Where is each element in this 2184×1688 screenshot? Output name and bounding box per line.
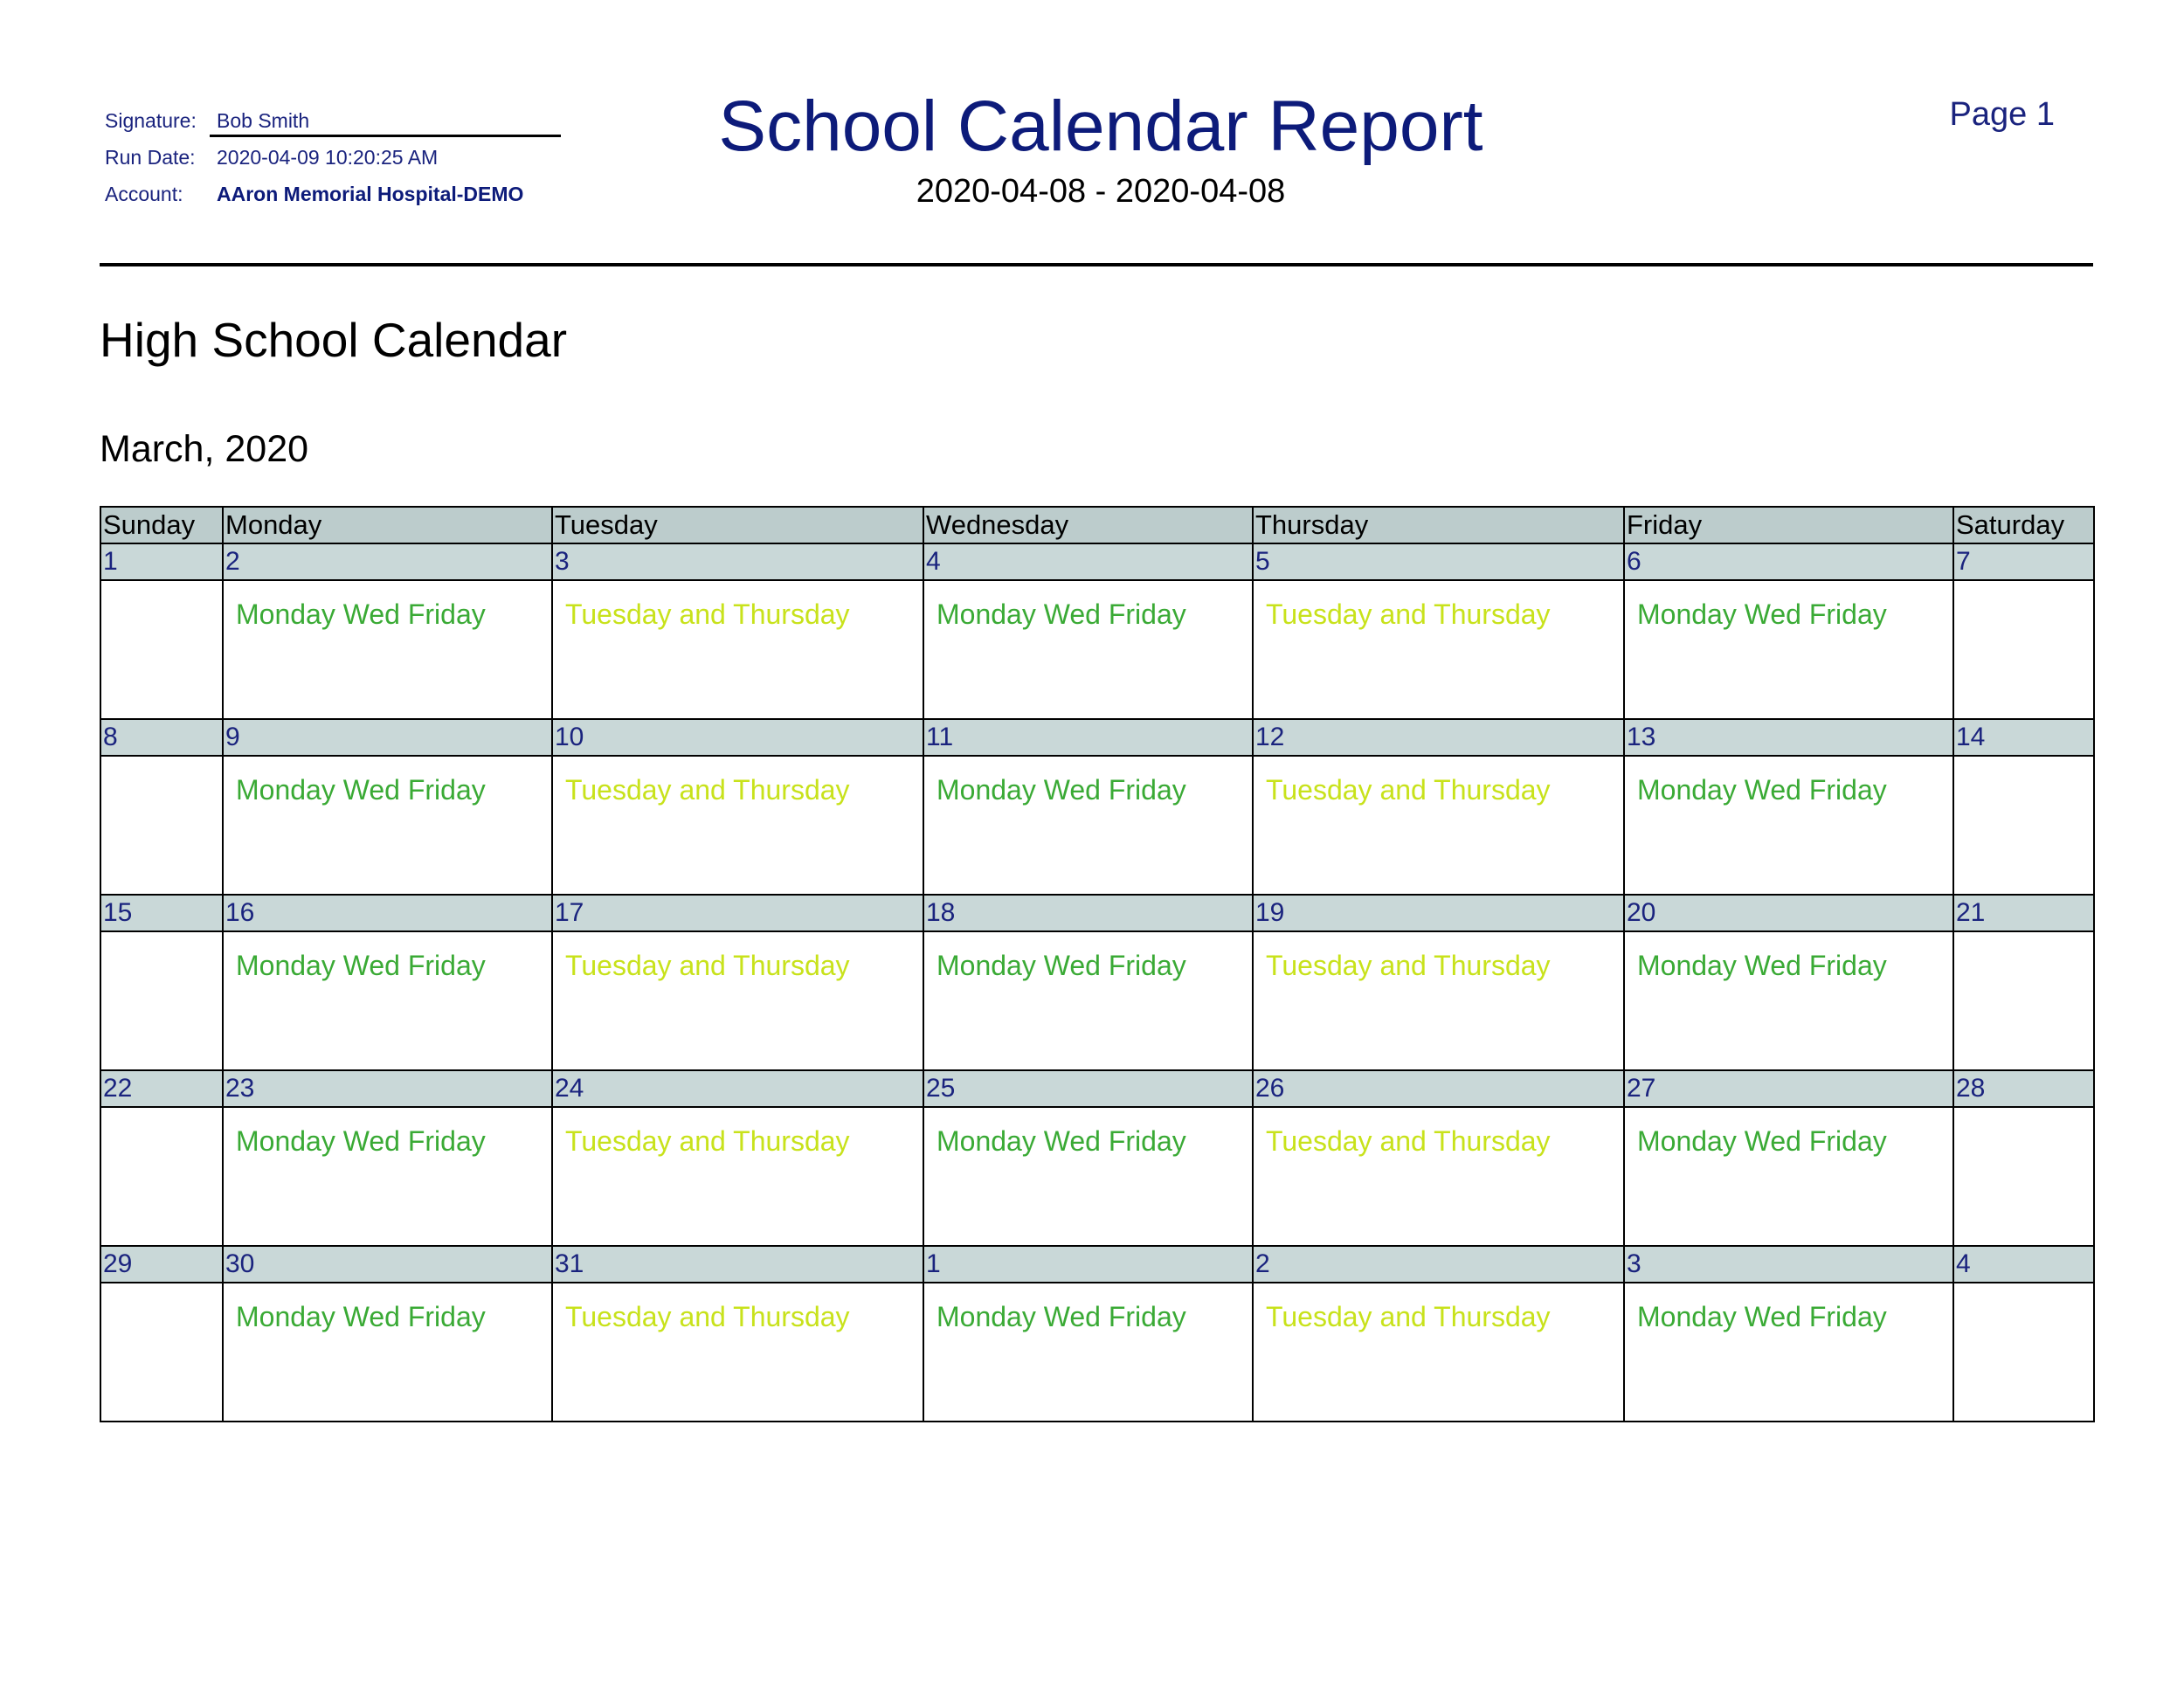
week-number-row [100, 543, 2094, 580]
day-cell [223, 580, 552, 719]
day-cell [1253, 756, 1624, 895]
day-number: 15 [100, 895, 223, 931]
day-number: 29 [100, 1246, 223, 1283]
calendar-title: High School Calendar [100, 313, 568, 367]
signature-row [105, 108, 309, 133]
day-cell [1953, 1107, 2094, 1246]
calendar-event: Tuesday and Thursday [1266, 774, 1551, 806]
week-number-row [100, 1246, 2094, 1283]
day-number: 10 [552, 719, 923, 756]
day-cell [552, 756, 923, 895]
day-number: 7 [1953, 543, 2094, 580]
day-number: 19 [1253, 895, 1624, 931]
day-number: 30 [223, 1246, 552, 1283]
calendar-event: Monday Wed Friday [1637, 774, 1887, 806]
date-range: 2020-04-08 - 2020-04-08 [916, 173, 1286, 210]
week-event-row [100, 756, 2094, 895]
day-number: 16 [223, 895, 552, 931]
day-number: 13 [1624, 719, 1953, 756]
day-cell [1953, 580, 2094, 719]
day-number: 6 [1624, 543, 1953, 580]
day-number: 26 [1253, 1070, 1624, 1107]
calendar-event: Tuesday and Thursday [565, 1125, 850, 1157]
day-cell [552, 1283, 923, 1422]
calendar-event: Monday Wed Friday [936, 774, 1186, 806]
day-cell [100, 931, 223, 1070]
day-number: 14 [1953, 719, 2094, 756]
day-number: 3 [552, 543, 923, 580]
weekday-header: Friday [1624, 507, 1953, 543]
account-label: Account: [105, 183, 183, 205]
calendar-event: Tuesday and Thursday [1266, 1301, 1551, 1332]
calendar-event: Monday Wed Friday [1637, 1125, 1887, 1157]
day-cell [100, 580, 223, 719]
calendar-event: Monday Wed Friday [236, 1301, 486, 1332]
calendar-event: Monday Wed Friday [236, 1125, 486, 1157]
calendar-event: Tuesday and Thursday [565, 1301, 850, 1332]
weekday-header: Wednesday [923, 507, 1253, 543]
day-number: 4 [1953, 1246, 2094, 1283]
month-title: March, 2020 [100, 428, 309, 470]
day-number: 22 [100, 1070, 223, 1107]
calendar-event: Monday Wed Friday [936, 1301, 1186, 1332]
calendar-event: Monday Wed Friday [936, 598, 1186, 630]
signature-value: Bob Smith [217, 109, 310, 132]
day-cell [923, 580, 1253, 719]
report-title-text: School Calendar Report [718, 86, 1483, 166]
day-cell [100, 1283, 223, 1422]
calendar-event: Tuesday and Thursday [565, 950, 850, 981]
weekday-header: Thursday [1253, 507, 1624, 543]
calendar-event: Monday Wed Friday [936, 1125, 1186, 1157]
day-number: 11 [923, 719, 1253, 756]
calendar-event: Tuesday and Thursday [1266, 950, 1551, 981]
weekday-header-row [100, 507, 2094, 543]
week-event-row [100, 580, 2094, 719]
calendar-event: Monday Wed Friday [1637, 950, 1887, 981]
calendar-event: Monday Wed Friday [236, 950, 486, 981]
day-cell [923, 1283, 1253, 1422]
day-cell [923, 931, 1253, 1070]
day-number: 1 [100, 543, 223, 580]
run-date-value: 2020-04-09 10:20:25 AM [217, 146, 439, 169]
weekday-header: Tuesday [552, 507, 923, 543]
day-cell [1624, 580, 1953, 719]
signature-line [210, 135, 561, 137]
day-number: 3 [1624, 1246, 1953, 1283]
day-cell [100, 756, 223, 895]
day-number: 25 [923, 1070, 1253, 1107]
day-number: 17 [552, 895, 923, 931]
week-number-row [100, 719, 2094, 756]
day-cell [552, 1107, 923, 1246]
calendar-event: Monday Wed Friday [1637, 1301, 1887, 1332]
run-date-label: Run Date: [105, 146, 196, 169]
calendar-table [100, 506, 2095, 1422]
day-number: 20 [1624, 895, 1953, 931]
day-number: 21 [1953, 895, 2094, 931]
day-cell [1624, 756, 1953, 895]
day-number: 2 [1253, 1246, 1624, 1283]
day-number: 23 [223, 1070, 552, 1107]
week-number-row [100, 895, 2094, 931]
weekday-header: Sunday [100, 507, 223, 543]
calendar-event: Monday Wed Friday [236, 774, 486, 806]
day-number: 27 [1624, 1070, 1953, 1107]
week-event-row [100, 1283, 2094, 1422]
day-number: 8 [100, 719, 223, 756]
day-cell [1953, 1283, 2094, 1422]
day-cell [1253, 931, 1624, 1070]
week-event-row [100, 931, 2094, 1070]
day-cell [923, 1107, 1253, 1246]
day-cell [223, 931, 552, 1070]
day-cell [100, 1107, 223, 1246]
report-title [716, 83, 1485, 170]
day-number: 9 [223, 719, 552, 756]
calendar-event: Tuesday and Thursday [565, 598, 850, 630]
week-number-row [100, 1070, 2094, 1107]
day-cell [1253, 580, 1624, 719]
calendar-event: Monday Wed Friday [236, 598, 486, 630]
day-cell [1253, 1283, 1624, 1422]
day-number: 24 [552, 1070, 923, 1107]
day-cell [223, 1107, 552, 1246]
calendar-event: Tuesday and Thursday [1266, 598, 1551, 630]
weekday-header: Saturday [1953, 507, 2094, 543]
day-number: 5 [1253, 543, 1624, 580]
calendar-event: Monday Wed Friday [936, 950, 1186, 981]
calendar-event: Tuesday and Thursday [565, 774, 850, 806]
page-number: Page 1 [1949, 96, 2055, 133]
day-cell [1624, 1283, 1953, 1422]
day-cell [1953, 756, 2094, 895]
calendar-event: Tuesday and Thursday [1266, 1125, 1551, 1157]
day-number: 4 [923, 543, 1253, 580]
day-number: 28 [1953, 1070, 2094, 1107]
weekday-header: Monday [223, 507, 552, 543]
day-cell [223, 1283, 552, 1422]
calendar-event: Monday Wed Friday [1637, 598, 1887, 630]
header-divider [100, 263, 2093, 266]
day-number: 18 [923, 895, 1253, 931]
day-number: 1 [923, 1246, 1253, 1283]
day-cell [1953, 931, 2094, 1070]
day-cell [1624, 931, 1953, 1070]
week-event-row [100, 1107, 2094, 1246]
run-date-row [105, 145, 438, 169]
account-row [105, 182, 523, 206]
day-number: 2 [223, 543, 552, 580]
day-cell [223, 756, 552, 895]
day-cell [1253, 1107, 1624, 1246]
day-cell [923, 756, 1253, 895]
day-number: 12 [1253, 719, 1624, 756]
day-number: 31 [552, 1246, 923, 1283]
signature-label: Signature: [105, 109, 197, 132]
day-cell [552, 931, 923, 1070]
day-cell [1624, 1107, 1953, 1246]
day-cell [552, 580, 923, 719]
account-value: AAron Memorial Hospital-DEMO [217, 183, 524, 205]
